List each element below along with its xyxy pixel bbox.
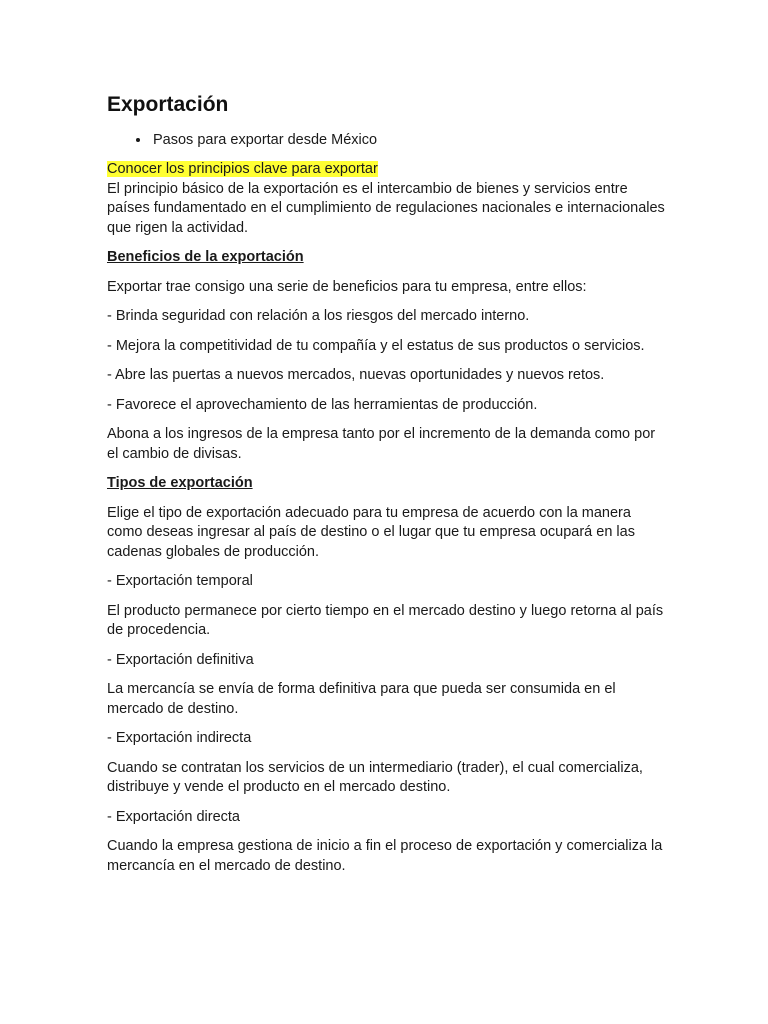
document-title: Exportación xyxy=(107,93,229,116)
benefits-heading: Beneficios de la exportación xyxy=(107,249,304,265)
bullet-item: • Pasos para exportar desde México xyxy=(151,131,667,150)
types-heading: Tipos de exportación xyxy=(107,475,253,491)
benefit-item: - Favorece el aprovechamiento de las herramientas de producción. xyxy=(107,396,538,413)
type-name: - Exportación temporal xyxy=(107,573,253,589)
type-name: - Exportación definitiva xyxy=(107,651,254,668)
types-lead: Elige el tipo de exportación adecuado para tu empresa de acuerdo con la manera como deseas ingresar al país de destino o el lugar que tu empresa ocupará en las cadenas globales de producción. xyxy=(107,504,635,560)
benefit-item: - Brinda seguridad con relación a los riesgos del mercado interno. xyxy=(107,308,530,324)
type-description: La mercancía se envía de forma definitiva para que pueda ser consumida en el mercado de destino. xyxy=(107,681,616,717)
type-description: Cuando la empresa gestiona de inicio a fin el proceso de exportación y comercializa la mercancía en el mercado de destino. xyxy=(107,838,663,874)
benefit-item: - Mejora la competitividad de tu compañía y el estatus de sus productos o servicios. xyxy=(107,337,645,354)
bullet-list xyxy=(107,131,667,150)
intro-block xyxy=(107,160,667,238)
benefits-closing: Abona a los ingresos de la empresa tanto por el incremento de la demanda como por el cambio de divisas. xyxy=(107,426,656,462)
type-name: - Exportación indirecta xyxy=(107,730,252,746)
document-page xyxy=(107,92,667,886)
type-description: El producto permanece por cierto tiempo en el mercado destino y luego retorna al país de procedencia. xyxy=(107,602,664,638)
highlighted-subtitle: Conocer los principios clave para exportar xyxy=(107,161,378,177)
benefit-item: - Abre las puertas a nuevos mercados, nuevas oportunidades y nuevos retos. xyxy=(107,367,605,383)
benefits-lead: Exportar trae consigo una serie de beneficios para tu empresa, entre ellos: xyxy=(107,278,587,295)
type-name: - Exportación directa xyxy=(107,808,240,825)
type-description: Cuando se contratan los servicios de un intermediario (trader), el cual comercializa, distribuye y vende el producto en el mercado destino. xyxy=(107,759,643,795)
intro-text: El principio básico de la exportación es el intercambio de bienes y servicios entre países fundamentado en el cumplimiento de regulaciones nacionales e internacionales que rigen la actividad. xyxy=(107,180,665,236)
